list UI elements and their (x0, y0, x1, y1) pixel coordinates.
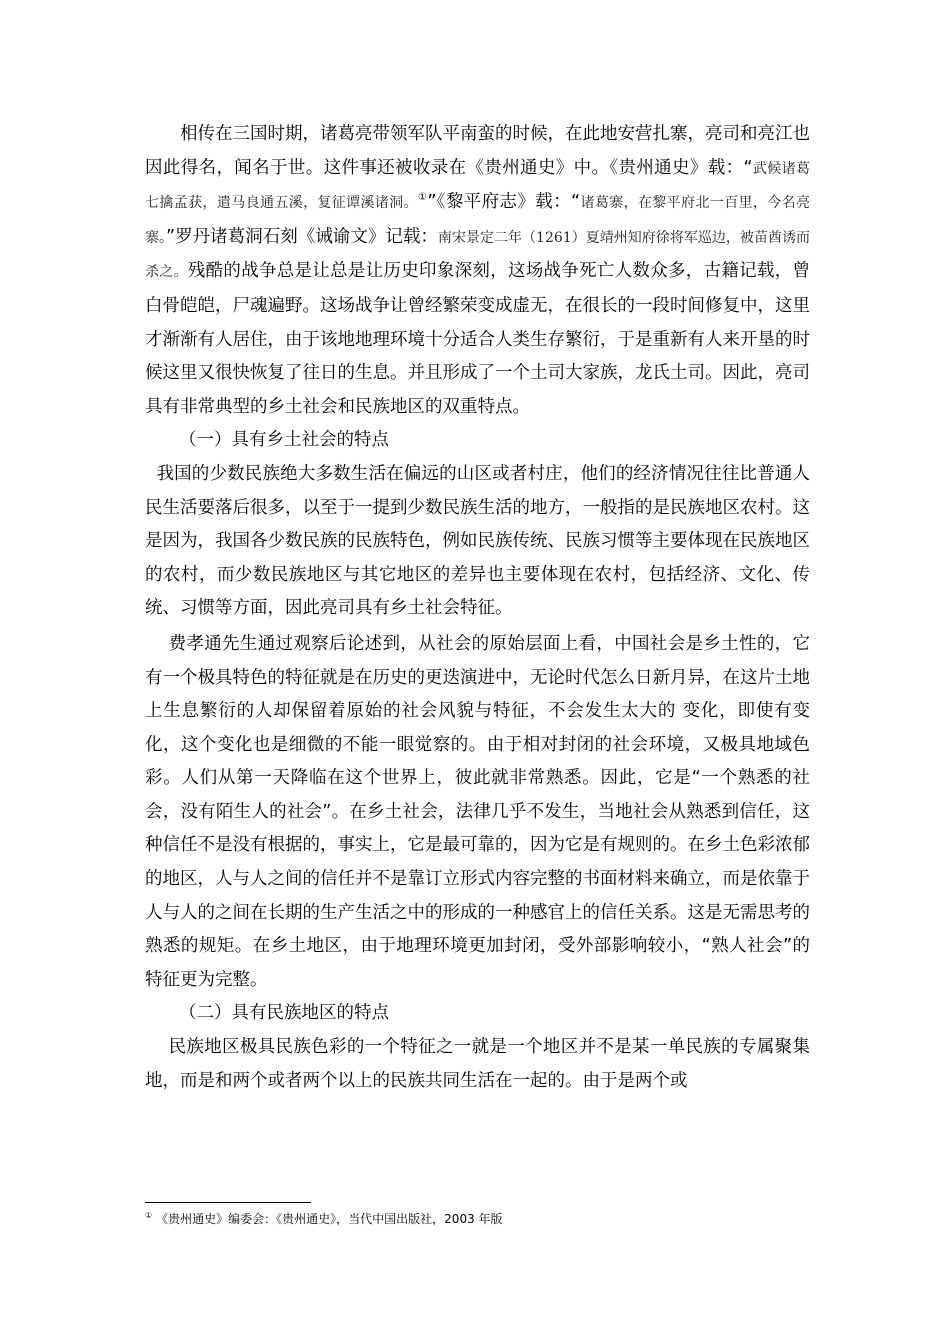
footnote-text: 《贵州通史》编委会：《贵州通史》，当代中国出版社，2003 年版 (156, 1212, 503, 1226)
paragraph-rural-1: 我国的少数民族绝大多数生活在偏远的山区或者村庄，他们的经济情况往往比普通人民生活要落后很多，以至于一提到少数民族生活的地方，一般指的是民族地区农村。这是因为，我国各少数民族的民族特色，例如民族传统、民族习惯等主要体现在民族地区的农村，而少数民族地区与其它地区的差异也主要体现在农村，包括经济、文化、传统、习惯等方面，因此亮司具有乡土社会特征。 (145, 463, 810, 619)
paragraph-rural-2: 费孝通先生通过观察后论述到，从社会的原始层面上看，中国社会是乡土性的，它有一个极具特色的特征就是在历史的更迭演进中，无论时代怎么日新月异，在这片土地上生息繁衍的人却保留着原始的社会风貌与特征，不会发生太大的 变化，即使有变化，这个变化也是细微的不能一眼觉察的。由于相对封闭的社会环境，又极具地域色彩。人们从第一天降临在这个世界上，彼此就非常熟悉。因此，它是“一个熟悉的社会，没有陌生人的社会”。在乡土社会，法律几乎不发生，当地社会从熟悉到信任，这种信任不是没有根据的，事实上，它是最可靠的，因为它是有规则的。在乡土色彩浓郁的地区，人与人之间的信任并不是靠订立形式内容完整的书面材料来确立，而是依靠于人与人的之间在长期的生产生活之中的形成的一种感官上的信任关系。这是无需思考的熟悉的规矩。在乡土地区，由于地理环境更加封闭，受外部影响较小，“熟人社会”的特征更为完整。 (145, 633, 810, 990)
section-heading-ethnic: （二）具有民族地区的特点 (179, 1003, 389, 1024)
footnote (145, 1210, 503, 1228)
paragraph-intro: 相传在三国时期，诸葛亮带领军队平南蛮的时候，在此地安营扎寨，亮司和亮江也因此得名，闻名于世。这件事还被收录在《贵州通史》中。《贵州通史》载：“武候诸葛七擒孟获，遣马良通五溪，复征谭溪诸洞。①”《黎平府志》载：“诸葛寨，在黎平府北一百里，今名亮寨。”罗丹诸葛洞石刻《诫谕文》记载：南宋景定二年（1261）夏靖州知府徐将军巡边，被苗酋诱而杀之。残酷的战争总是让总是让历史印象深刻，这场战争死亡人数众多，古籍记载，曾白骨皑皑，尸魂遍野。这场战争让曾经繁荣变成虚无，在很长的一段时间修复中，这里才渐渐有人居住，由于该地地理环境十分适合人类生存繁衍，于是重新有人来开垦的时候这里又很快恢复了往日的生息。并且形成了一个土司大家族，龙氏土司。因此，亮司具有非常典型的乡土社会和民族地区的双重特点。 (145, 124, 811, 417)
footnote-mark: ① (145, 1211, 153, 1220)
footnote-divider (145, 1202, 311, 1203)
footnote-ref[interactable]: ① (418, 192, 428, 204)
quote-stone-inscription: 南宋景定二年（1261）夏靖州知府徐将军巡边，被苗酋诱而杀之。 (145, 229, 810, 281)
document-body (145, 118, 810, 1098)
paragraph-ethnic: 民族地区极具民族色彩的一个特征之一就是一个地区并不是某一单民族的专属聚集地，而是和两个或者两个以上的民族共同生活在一起的。由于是两个或 (145, 1037, 810, 1091)
section-heading-rural: （一）具有乡土社会的特点 (179, 430, 389, 451)
quote-guizhou-history: 武候诸葛七擒孟获，遣马良通五溪，复征谭溪诸洞。 (145, 160, 810, 212)
quote-liping-gazetteer: 诸葛寨，在黎平府北一百里，今名亮寨。 (145, 195, 811, 246)
